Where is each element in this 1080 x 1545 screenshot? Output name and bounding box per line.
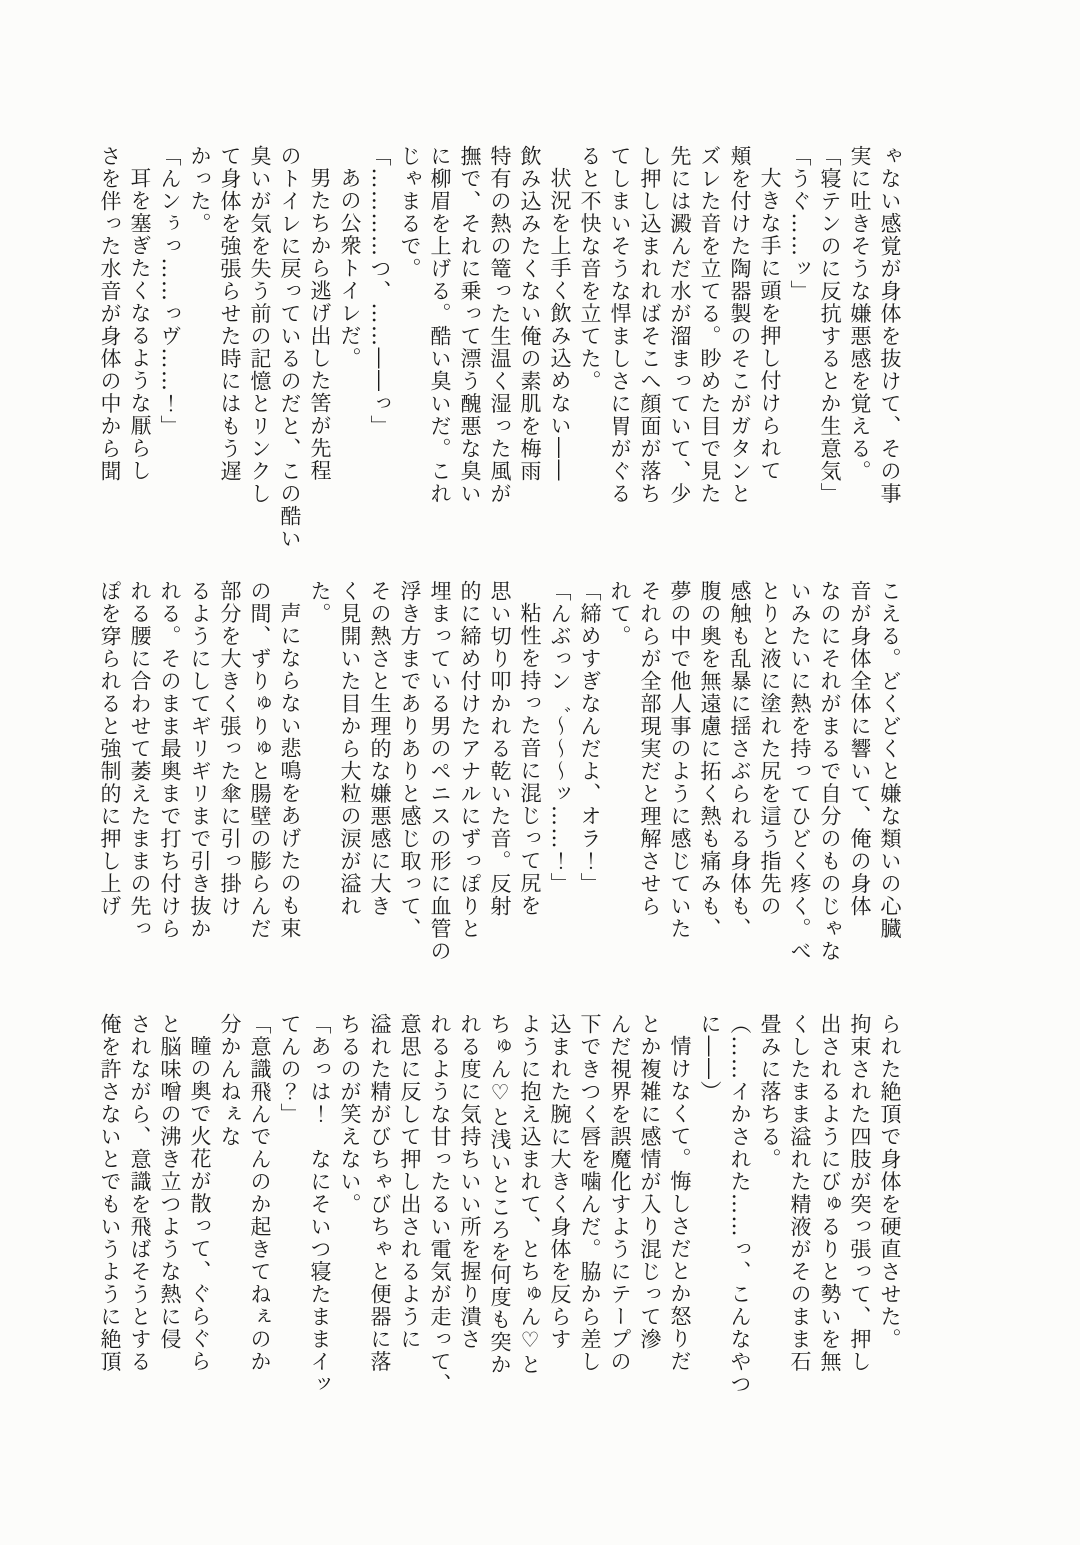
text-column: 「んぶっン゛～～～ッ……！」	[548, 580, 572, 895]
text-column: く見開いた目から大粒の涙が溢れ	[338, 580, 362, 918]
text-column: ように抱え込まれて、とちゅん♡と	[518, 1013, 542, 1376]
text-column: 先には澱んだ水が溜まっていて、少	[668, 145, 692, 505]
text-column: ちゅん♡と浅いところを何度も突か	[488, 1013, 512, 1376]
text-column: 思い切り叩かれる乾いた音。反射	[488, 580, 512, 918]
text-column: 臭いが気を失う前の記憶とリンクし	[248, 145, 272, 505]
text-column: 夢の中で他人事のように感じていた	[668, 580, 692, 940]
text-column: ちるのが笑えない。	[338, 1013, 362, 1216]
text-column: 「あっは！ なにそいつ寝たままイッ	[308, 1013, 332, 1396]
text-column: さを伴った水音が身体の中から聞	[98, 145, 122, 483]
text-column: 部分を大きく張った傘に引っ掛け	[218, 580, 242, 918]
text-column: 感触も乱暴に揺さぶられる身体も、	[728, 580, 752, 940]
text-block-bottom	[95, 1013, 905, 1425]
text-column: それらが全部現実だと理解させら	[638, 580, 662, 918]
text-column: その熱さと生理的な嫌悪感に大き	[368, 580, 392, 918]
text-column: に柳眉を上げる。酷い臭いだ。これ	[428, 145, 452, 505]
text-column: 男たちから逃げ出した筈が先程	[308, 167, 332, 482]
text-column: 「締めすぎなんだよ、オラ！」	[578, 580, 602, 895]
text-column: に――）	[698, 1013, 722, 1103]
text-column: 特有の熱の篭った生温く湿った風が	[488, 145, 512, 505]
text-column: 腹の奥を無遠慮に拓く熱も痛みも、	[698, 580, 722, 940]
text-column: とりと液に塗れた尻を這う指先の	[758, 580, 782, 918]
text-column: れる。そのまま最奥まで打ち付けら	[158, 580, 182, 940]
text-column: 出されるようにびゅるりと勢いを無	[818, 1013, 842, 1373]
text-column: られた絶頂で身体を硬直させた。	[878, 1013, 902, 1351]
text-column: あの公衆トイレだ。	[338, 167, 362, 370]
text-column: てんの？」	[278, 1013, 302, 1126]
text-column: るようにしてギリギリまで引き抜か	[188, 580, 212, 940]
text-column: ズレた音を立てる。眇めた目で見た	[698, 145, 722, 505]
text-column: （……イかされた……っ、こんなやつ	[728, 1013, 752, 1396]
text-column: 情けなくて。悔しさだとか怒りだ	[668, 1035, 692, 1373]
text-column: 込まれた腕に大きく身体を反らす	[548, 1013, 572, 1351]
text-column: れる腰に合わせて萎えたままの先っ	[128, 580, 152, 940]
text-column: 意思に反して押し出されるように	[398, 1013, 422, 1351]
text-column: 溢れた精がびちゃびちゃと便器に落	[368, 1013, 392, 1373]
text-column: れる度に気持ちいい所を握り潰さ	[458, 1013, 482, 1351]
text-column: のトイレに戻っているのだと、この酷い	[278, 145, 302, 550]
text-column: ゃない感覚が身体を抜けて、その事	[878, 145, 902, 505]
text-column: 分かんねぇな	[218, 1013, 242, 1148]
text-column: 耳を塞ぎたくなるような厭らし	[128, 167, 152, 482]
text-column: なのにそれがまるで自分のものじゃな	[818, 580, 842, 963]
text-column: こえる。どくどくと嫌な類いの心臓	[878, 580, 902, 940]
text-column: 「意識飛んでんのか起きてねぇのか	[248, 1013, 272, 1373]
text-column: れるような甘ったるい電気が走って、	[428, 1013, 452, 1396]
text-block-top	[95, 145, 905, 557]
text-column: 実に吐きそうな嫌悪感を覚える。	[848, 145, 872, 483]
text-column: の間、ずりゅりゅと腸壁の膨らんだ	[248, 580, 272, 940]
text-column: ると不快な音を立てた。	[578, 145, 602, 393]
text-column: 拘束された四肢が突っ張って、押し	[848, 1013, 872, 1373]
text-column: 声にならない悲鳴をあげたのも束	[278, 602, 302, 940]
text-column: とか複雑に感情が入り混じって滲	[638, 1013, 662, 1351]
text-column: ぽを穿られると強制的に押し上げ	[98, 580, 122, 918]
text-column: 「んンぅっ……っヴ……！」	[158, 145, 182, 438]
text-column: されながら、意識を飛ばそうとする	[128, 1013, 152, 1373]
text-column: 浮き方までありありと感じ取って、	[398, 580, 422, 940]
text-column: 大きな手に頭を押し付けられて	[758, 167, 782, 482]
text-column: 的に締め付けたアナルにずっぽりと	[458, 580, 482, 940]
text-column: 粘性を持った音に混じって尻を	[518, 602, 542, 917]
text-column: て身体を強張らせた時にはもう遅	[218, 145, 242, 483]
text-column: た。	[308, 580, 332, 625]
text-column: 「うぐ……ッ」	[788, 145, 812, 303]
text-column: と脳味噌の沸き立つような熱に侵	[158, 1013, 182, 1351]
text-column: 飲み込みたくない俺の素肌を梅雨	[518, 145, 542, 483]
text-column: くしたまま溢れた精液がそのまま石	[788, 1013, 812, 1373]
text-column: し押し込まれればそこへ顔面が落ち	[638, 145, 662, 505]
text-column: いみたいに熱を持ってひどく疼く。べ	[788, 580, 812, 963]
text-column: 撫で、それに乗って漂う醜悪な臭い	[458, 145, 482, 505]
text-column: 音が身体全体に響いて、俺の身体	[848, 580, 872, 918]
text-column: 下できつく唇を噛んだ。脇から差し	[578, 1013, 602, 1373]
text-column: 俺を許さないとでもいうように絶頂	[98, 1013, 122, 1373]
text-column: れて。	[608, 580, 632, 648]
text-column: てしまいそうな悍ましさに胃がぐる	[608, 145, 632, 505]
text-column: んだ視界を誤魔化すようにテープの	[608, 1013, 632, 1373]
text-block-middle	[95, 580, 905, 992]
text-column: 畳みに落ちる。	[758, 1013, 782, 1171]
text-column: 埋まっている男のペニスの形に血管の	[428, 580, 452, 963]
text-column: 「…………つ、……――っ」	[368, 145, 392, 438]
text-column: じゃまるで。	[398, 145, 422, 280]
text-column: かった。	[188, 145, 212, 235]
text-column: 頬を付けた陶器製のそこがガタンと	[728, 145, 752, 505]
text-column: 瞳の奥で火花が散って、ぐらぐら	[188, 1035, 212, 1373]
text-column: 「寝テンのに反抗するとか生意気」	[818, 145, 842, 505]
text-column: 状況を上手く飲み込めない――	[548, 167, 572, 482]
